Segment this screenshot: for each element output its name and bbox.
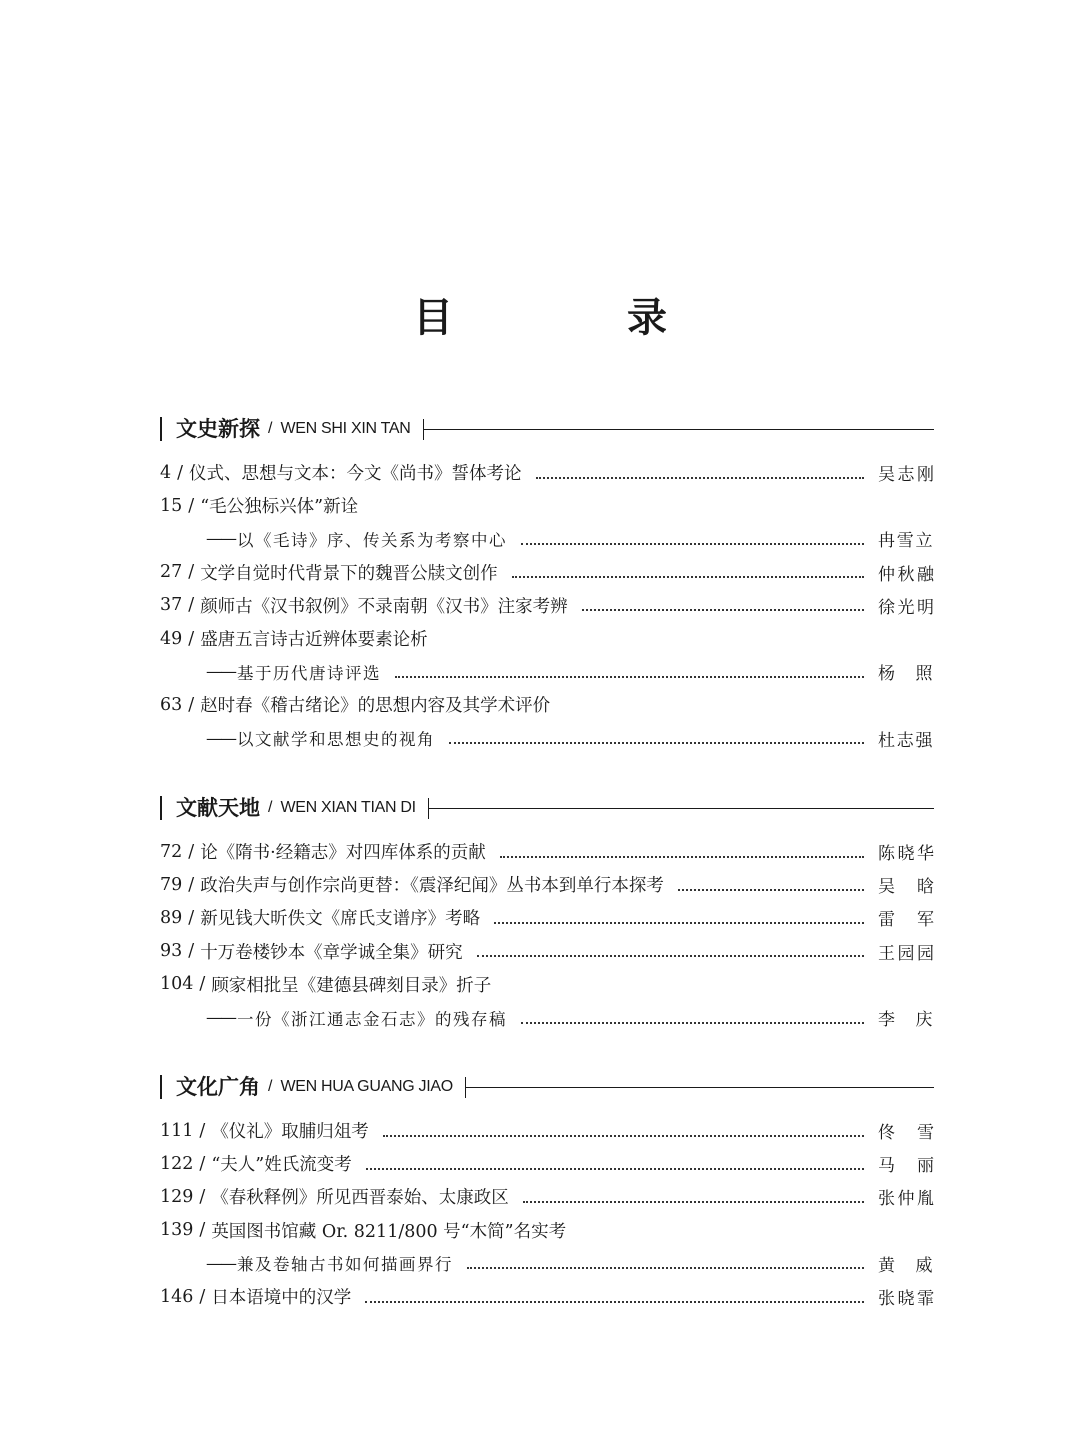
entry-subtitle: 兼及卷轴古书如何描画界行 — [237, 1255, 453, 1275]
section-rule — [423, 419, 935, 440]
toc-entry[interactable]: 122 / “夫人”姓氏流变考 马 丽 — [160, 1147, 934, 1180]
dot-leader — [383, 1135, 864, 1137]
section-rule — [465, 1077, 934, 1098]
em-dash: —— — [206, 1008, 235, 1028]
entry-title: “毛公独标兴体”新诠 — [200, 497, 359, 518]
entry-title: 顾家相批呈《建德县碑刻目录》折子 — [211, 975, 492, 996]
entry-author: 徐光明 — [878, 597, 934, 618]
entry-title: 《春秋释例》所见西晋泰始、太康政区 — [211, 1188, 509, 1209]
em-dash: —— — [206, 728, 235, 748]
dot-leader — [365, 1301, 864, 1303]
page-number: 104 — [160, 974, 194, 995]
entry-subtitle: 以《毛诗》序、传关系为考察中心 — [237, 530, 507, 550]
entry-title: 十万卷楼钞本《章学诚全集》研究 — [200, 942, 463, 963]
section-name: 文献天地 — [176, 795, 260, 820]
toc-entry-subtitle[interactable] — [160, 1247, 934, 1280]
dot-leader — [512, 576, 864, 578]
dot-leader — [395, 676, 864, 678]
entry-author: 吴志刚 — [878, 465, 934, 486]
dot-leader — [521, 1022, 864, 1024]
entry-author: 吴 晗 — [878, 877, 934, 898]
section-rule — [428, 798, 934, 819]
em-dash: —— — [206, 1253, 235, 1273]
page-number: 111 — [160, 1120, 194, 1141]
toc-entry[interactable]: 15 / “毛公独标兴体”新诠 — [160, 489, 934, 522]
page-number: 37 — [160, 595, 183, 616]
entry-title: 《仪礼》取脯归俎考 — [211, 1122, 369, 1143]
entry-title: 论《隋书·经籍志》对四库体系的贡献 — [200, 843, 486, 864]
section-header — [160, 1072, 934, 1102]
page-number: 122 — [160, 1153, 194, 1174]
entry-title: 文学自觉时代背景下的魏晋公牍文创作 — [200, 563, 498, 584]
section-name: 文化广角 — [176, 1074, 260, 1099]
entry-author: 冉雪立 — [878, 531, 934, 552]
toc-entry[interactable]: 72 / 论《隋书·经籍志》对四库体系的贡献 陈晓华 — [160, 835, 934, 868]
section-header — [160, 414, 934, 444]
entry-list — [160, 835, 934, 1034]
page-number: 49 — [160, 628, 183, 649]
dot-leader — [477, 955, 864, 957]
entry-author: 王园园 — [878, 943, 934, 964]
page-number: 89 — [160, 907, 183, 928]
toc-entry[interactable]: 129 / 《春秋释例》所见西晋泰始、太康政区 张仲胤 — [160, 1180, 934, 1213]
entry-title: 政治失声与创作宗尚更替：《震泽纪闻》丛书本到单行本探考 — [200, 876, 664, 897]
entry-list — [160, 1114, 934, 1313]
toc-entry[interactable]: 63 / 赵时春《稽古绪论》的思想内容及其学术评价 — [160, 688, 934, 721]
section-en-name: WEN XIAN TIAN DI — [280, 799, 416, 816]
page-number: 79 — [160, 874, 183, 895]
page-number: 4 — [160, 462, 172, 483]
toc-entry-subtitle[interactable] — [160, 522, 934, 555]
page-number: 63 — [160, 694, 183, 715]
dot-leader — [523, 1201, 864, 1203]
section-name: 文史新探 — [176, 416, 260, 441]
toc-entry[interactable]: 111 / 《仪礼》取脯归俎考 佟 雪 — [160, 1114, 934, 1147]
page-title: 目 录 — [413, 295, 747, 341]
entry-subtitle: 一份《浙江通志金石志》的残存稿 — [237, 1009, 507, 1029]
entry-list — [160, 456, 934, 755]
entry-title: “夫人”姓氏流变考 — [211, 1155, 352, 1176]
em-dash: —— — [206, 662, 235, 682]
entry-author: 黄 威 — [878, 1255, 934, 1276]
section-wen-xian-tian-di — [160, 793, 934, 1034]
toc-entry[interactable]: 89 / 新见钱大昕佚文《席氏支谱序》考略 雷 军 — [160, 901, 934, 934]
section-slash: / — [268, 799, 273, 816]
dot-leader — [678, 889, 864, 891]
dot-leader — [536, 477, 864, 479]
section-slash: / — [268, 1078, 273, 1095]
toc-entry[interactable]: 139 / 英国图书馆藏 Or. 8211/800 号“木简”名实考 — [160, 1214, 934, 1247]
entry-subtitle: 基于历代唐诗评选 — [237, 663, 381, 683]
entry-author: 雷 军 — [878, 910, 934, 931]
toc-entry-subtitle[interactable] — [160, 1001, 934, 1034]
entry-title: 仪式、思想与文本：今文《尚书》誓体考论 — [189, 464, 522, 485]
section-wen-shi-xin-tan — [160, 414, 934, 755]
page-number: 129 — [160, 1186, 194, 1207]
page-number: 15 — [160, 495, 183, 516]
entry-author: 佟 雪 — [878, 1123, 934, 1144]
entry-title: 盛唐五言诗古近辨体要素论析 — [200, 630, 428, 651]
page-number: 72 — [160, 841, 183, 862]
entry-author: 马 丽 — [878, 1156, 934, 1177]
section-bar — [160, 796, 162, 820]
entry-author: 张晓霏 — [878, 1289, 934, 1310]
entry-title: 颜师古《汉书叙例》不录南朝《汉书》注家考辨 — [200, 596, 568, 617]
toc-entry-subtitle[interactable] — [160, 655, 934, 688]
toc-entry[interactable]: 4 / 仪式、思想与文本：今文《尚书》誓体考论 吴志刚 — [160, 456, 934, 489]
entry-author: 仲秋融 — [878, 564, 934, 585]
section-slash: / — [268, 420, 273, 437]
dot-leader — [467, 1267, 864, 1269]
entry-title: 英国图书馆藏 Or. 8211/800 号“木简”名实考 — [211, 1221, 567, 1242]
toc-entry[interactable]: 49 / 盛唐五言诗古近辨体要素论析 — [160, 622, 934, 655]
entry-author: 陈晓华 — [878, 844, 934, 865]
entry-author: 张仲胤 — [878, 1189, 934, 1210]
entry-author: 李 庆 — [878, 1010, 934, 1031]
dot-leader — [366, 1168, 864, 1170]
section-wen-hua-guang-jiao — [160, 1072, 934, 1313]
entry-subtitle: 以文献学和思想史的视角 — [237, 730, 435, 750]
toc-entry[interactable]: 27 / 文学自觉时代背景下的魏晋公牍文创作 仲秋融 — [160, 556, 934, 589]
toc-entry[interactable]: 146 / 日本语境中的汉学 张晓霏 — [160, 1280, 934, 1313]
toc-entry[interactable]: 104 / 顾家相批呈《建德县碑刻目录》折子 — [160, 968, 934, 1001]
entry-author: 杜志强 — [878, 730, 934, 751]
dot-leader — [449, 742, 864, 744]
page-number: 139 — [160, 1220, 194, 1241]
dot-leader — [582, 609, 864, 611]
entry-title: 新见钱大昕佚文《席氏支谱序》考略 — [200, 909, 481, 930]
entry-title: 日本语境中的汉学 — [211, 1288, 352, 1309]
toc-entry[interactable]: 79 / 政治失声与创作宗尚更替：《震泽纪闻》丛书本到单行本探考 吴 晗 — [160, 868, 934, 901]
em-dash: —— — [206, 529, 235, 549]
section-bar — [160, 1075, 162, 1099]
toc-entry[interactable]: 93 / 十万卷楼钞本《章学诚全集》研究 王园园 — [160, 935, 934, 968]
dot-leader — [521, 543, 864, 545]
section-bar — [160, 417, 162, 441]
dot-leader — [500, 856, 864, 858]
section-header — [160, 793, 934, 823]
page-number: 93 — [160, 941, 183, 962]
entry-author: 杨 照 — [878, 664, 934, 685]
dot-leader — [494, 922, 864, 924]
section-en-name: WEN SHI XIN TAN — [280, 420, 411, 437]
toc-entry-subtitle[interactable] — [160, 722, 934, 755]
entry-title: 赵时春《稽古绪论》的思想内容及其学术评价 — [200, 696, 551, 717]
section-en-name: WEN HUA GUANG JIAO — [280, 1078, 453, 1095]
toc-entry[interactable]: 37 / 颜师古《汉书叙例》不录南朝《汉书》注家考辨 徐光明 — [160, 589, 934, 622]
page-number: 27 — [160, 562, 183, 583]
page-number: 146 — [160, 1286, 194, 1307]
